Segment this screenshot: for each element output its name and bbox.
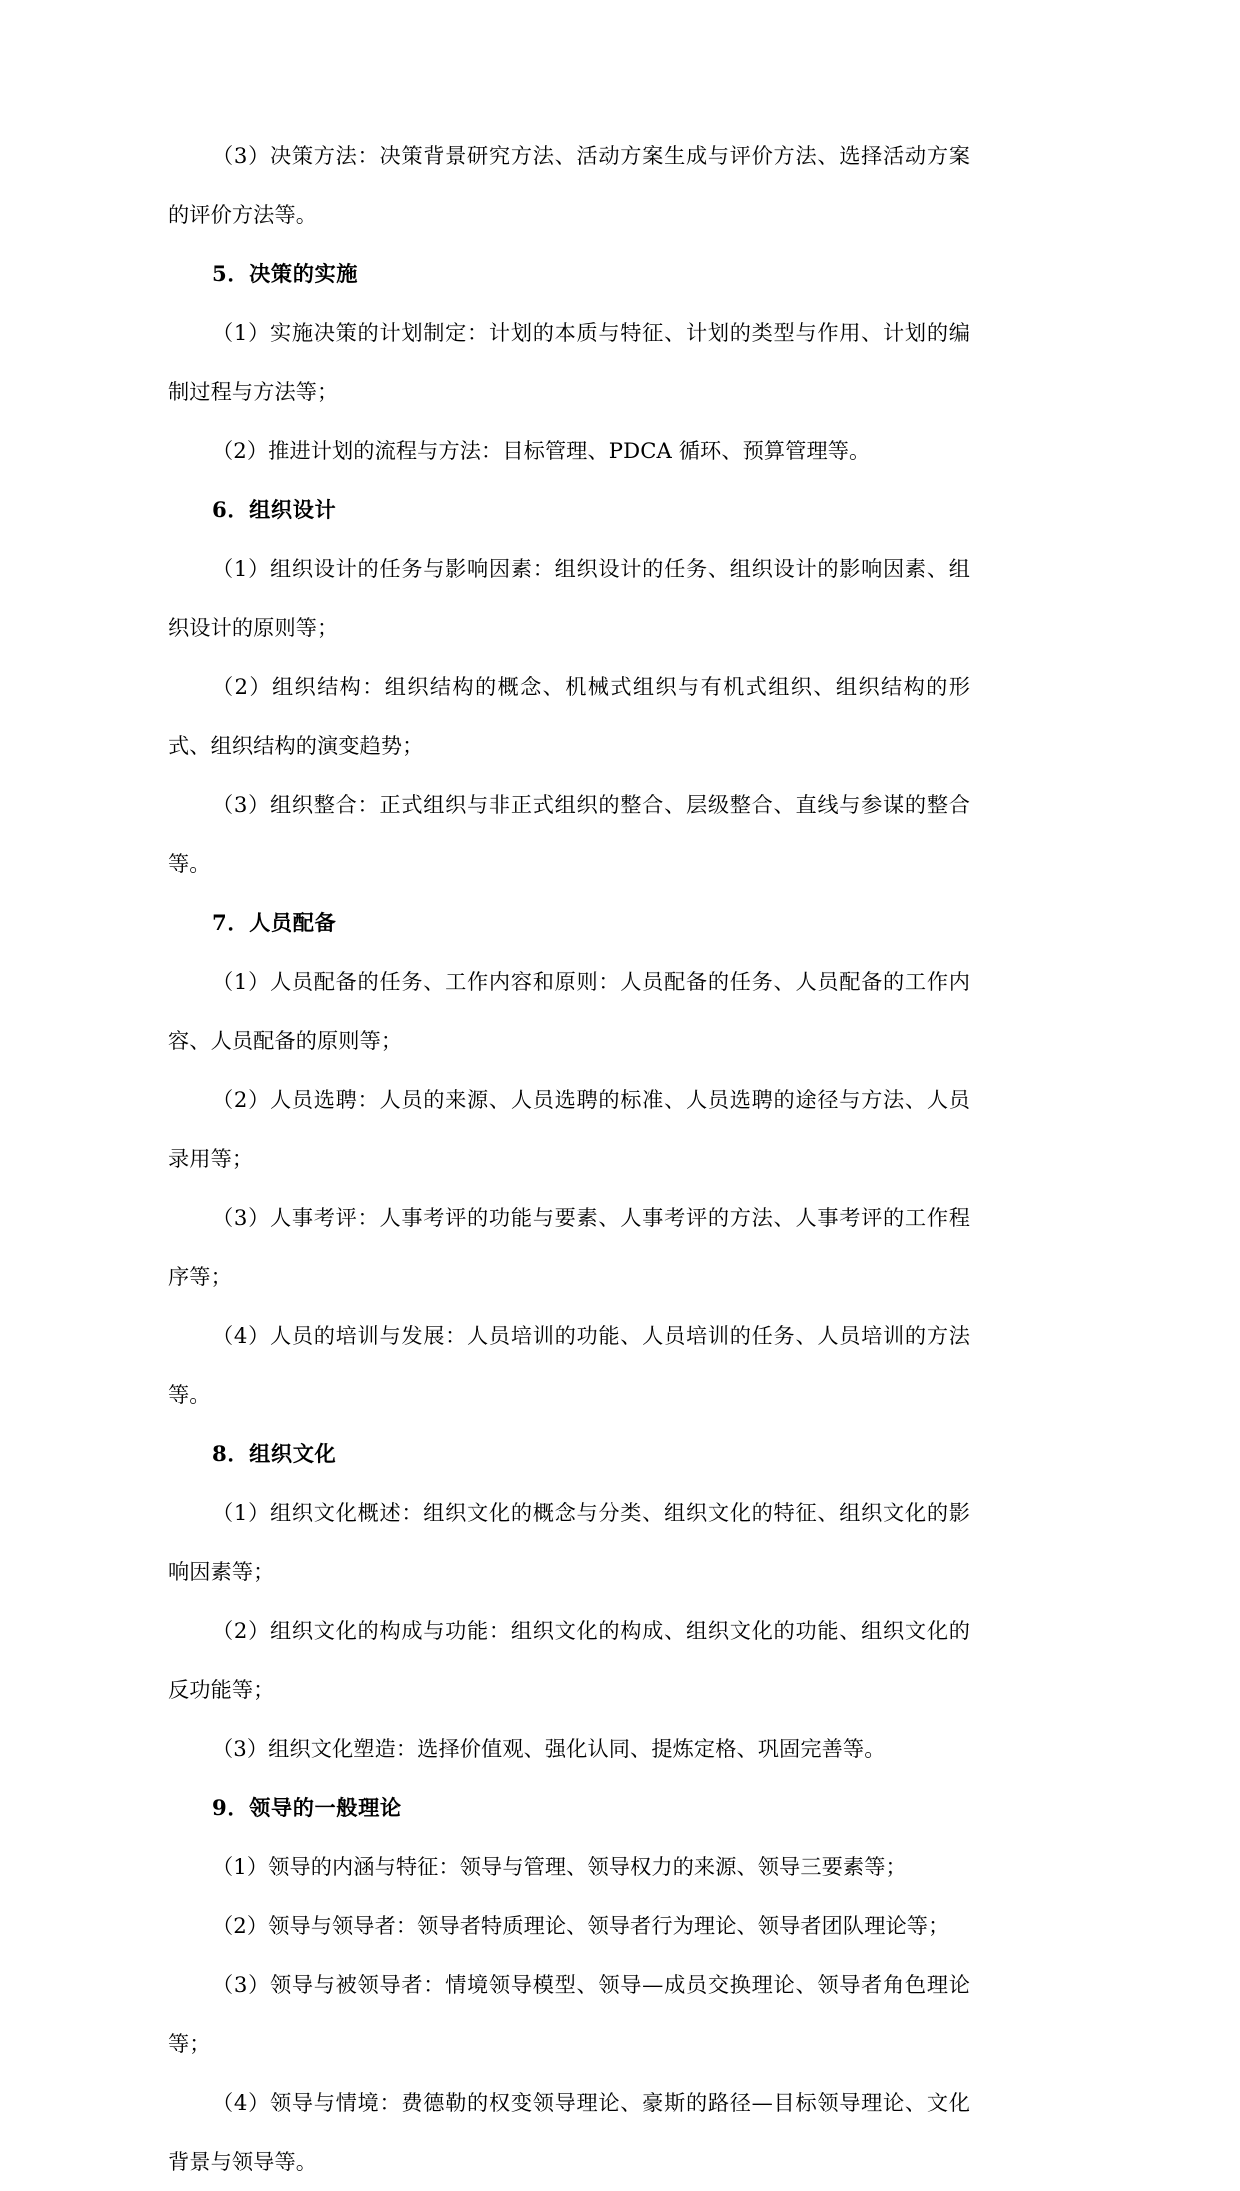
list-item: （2）领导与领导者：领导者特质理论、领导者行为理论、领导者团队理论等；	[212, 1913, 950, 1938]
list-item: （1）组织设计的任务与影响因素：组织设计的任务、组织设计的影响因素、组织设计的原则等；	[168, 556, 970, 640]
list-item: （1）组织文化概述：组织文化的概念与分类、组织文化的特征、组织文化的影响因素等；	[168, 1500, 970, 1584]
list-item: （1）领导的内涵与特征：领导与管理、领导权力的来源、领导三要素等；	[212, 1854, 907, 1879]
list-item: （3）决策方法：决策背景研究方法、活动方案生成与评价方法、选择活动方案的评价方法等。	[168, 143, 970, 227]
section-heading-8: 8．组织文化	[212, 1441, 337, 1466]
list-item: （4）人员的培训与发展：人员培训的功能、人员培训的任务、人员培训的方法等。	[168, 1323, 970, 1407]
list-item: （1）人员配备的任务、工作内容和原则：人员配备的任务、人员配备的工作内容、人员配备的原则等；	[168, 969, 970, 1053]
list-item: （2）人员选聘：人员的来源、人员选聘的标准、人员选聘的途径与方法、人员录用等；	[168, 1087, 970, 1171]
list-item: （2）组织文化的构成与功能：组织文化的构成、组织文化的功能、组织文化的反功能等；	[168, 1618, 970, 1702]
list-item: （3）人事考评：人事考评的功能与要素、人事考评的方法、人事考评的工作程序等；	[168, 1205, 970, 1289]
list-item: （3）领导与被领导者：情境领导模型、领导—成员交换理论、领导者角色理论等；	[168, 1972, 970, 2056]
section-heading-9: 9．领导的一般理论	[212, 1795, 402, 1820]
list-item: （2）组织结构：组织结构的概念、机械式组织与有机式组织、组织结构的形式、组织结构的演变趋势；	[168, 674, 970, 758]
list-item: （3）组织整合：正式组织与非正式组织的整合、层级整合、直线与参谋的整合等。	[168, 792, 970, 876]
list-item: （1）实施决策的计划制定：计划的本质与特征、计划的类型与作用、计划的编制过程与方法等；	[168, 320, 970, 404]
section-heading-5: 5．决策的实施	[212, 261, 359, 286]
section-heading-7: 7．人员配备	[212, 910, 337, 935]
section-heading-6: 6．组织设计	[212, 497, 337, 522]
document-text-body	[168, 126, 970, 2191]
list-item: （3）组织文化塑造：选择价值观、强化认同、提炼定格、巩固完善等。	[212, 1736, 886, 1761]
list-item: （4）领导与情境：费德勒的权变领导理论、豪斯的路径—目标领导理论、文化背景与领导等。	[168, 2090, 970, 2174]
list-item: （2）推进计划的流程与方法：目标管理、PDCA 循环、预算管理等。	[212, 438, 871, 463]
